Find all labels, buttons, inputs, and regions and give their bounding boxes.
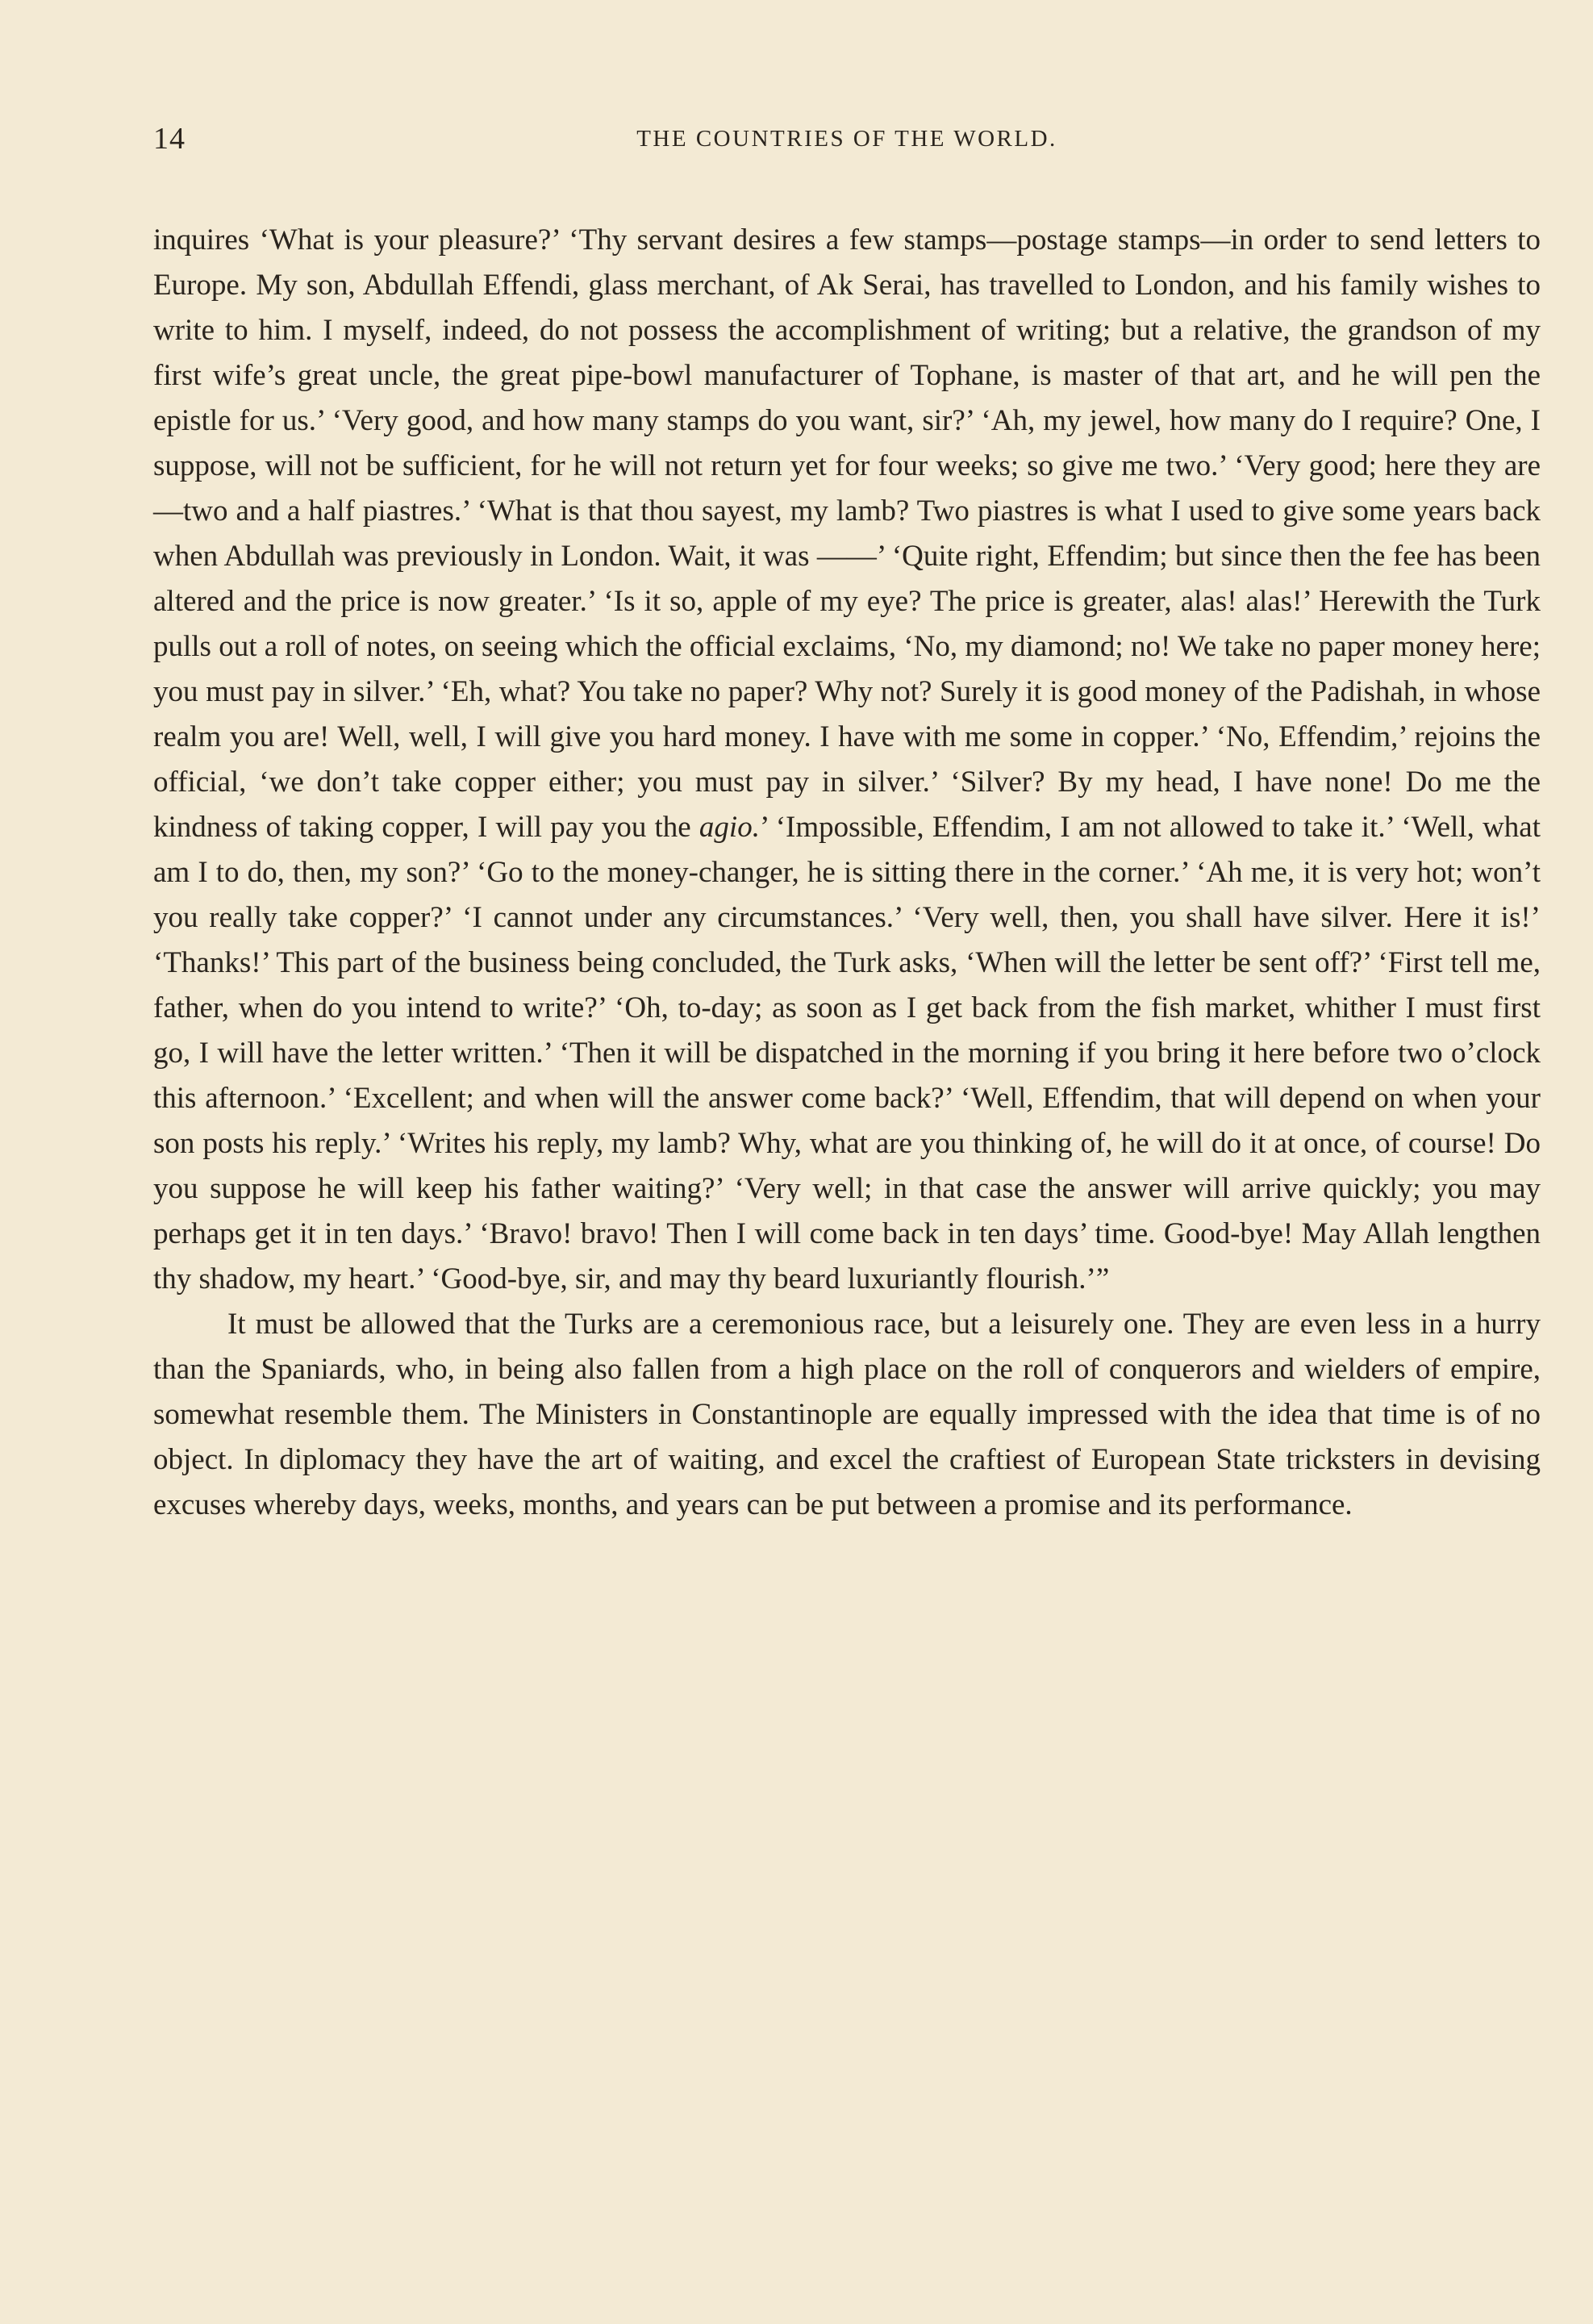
paragraph-commentary: It must be allowed that the Turks are a ceremonious race, but a leisurely one. They are even less in a hurry than the Spaniards, who, in being also fallen from a high place on the roll of conquerors and wielders of empire, somewhat resemble them. The Ministers in Constantinople are equally impressed with the idea that time is of no object. In diplomacy they have the art of waiting, and excel the craftiest of European State tricksters in devising excuses whereby days, weeks, months, and years can be put between a promise and its performance. xyxy=(153,1308,1541,1521)
running-head: THE COUNTRIES OF THE WORLD. xyxy=(636,126,1057,152)
italic-word-agio: agio. xyxy=(699,811,760,844)
page-header xyxy=(153,121,1541,169)
paragraph-dialogue-part-2: ’ ‘Impossible, Effendim, I am not allowed to take it.’ ‘Well, what am I to do, then, my son?’ ‘Go to the money-changer, he is sitting there in the corner.’ ‘Ah me, it is very hot; won’t you really take copper?’ ‘I cannot under any circumstances.’ ‘Very well, then, you shall have silver. Here it is!’ ‘Thanks!’ This part of the business being concluded, the Turk asks, ‘When will the letter be sent off?’ ‘First tell me, father, when do you intend to write?’ ‘Oh, to-day; as soon as I get back from the fish market, whither I must first go, I will have the letter written.’ ‘Then it will be dispatched in the morning if you bring it here before two o’clock this afternoon.’ ‘Excellent; and when will the answer come back?’ ‘Well, Effendim, that will depend on when your son posts his reply.’ ‘Writes his reply, my lamb? Why, what are you thinking of, he will do it at once, of course! Do you suppose he will keep his father waiting?’ ‘Very well; in that case the answer will arrive quickly; you may perhaps get it in ten days.’ ‘Bravo! bravo! Then I will come back in ten days’ time. Good-bye! May Allah lengthen thy shadow, my heart.’ ‘Good-bye, sir, and may thy beard luxuriantly flourish.’” xyxy=(153,811,1541,1296)
page-number: 14 xyxy=(153,122,186,156)
paragraph-dialogue xyxy=(153,218,1541,1302)
book-page xyxy=(153,121,1541,1528)
paragraph-dialogue-part-1: inquires ‘What is your pleasure?’ ‘Thy servant desires a few stamps—postage stamps—in order to send letters to Europe. My son, Abdullah Effendi, glass merchant, of Ak Serai, has travelled to London, and his family wishes to write to him. I myself, indeed, do not possess the accomplishment of writing; but a relative, the grandson of my first wife’s great uncle, the great pipe-bowl manufacturer of Tophane, is master of that art, and he will pen the epistle for us.’ ‘Very good, and how many stamps do you want, sir?’ ‘Ah, my jewel, how many do I require? One, I suppose, will not be sufficient, for he will not return yet for four weeks; so give me two.’ ‘Very good; here they are—two and a half piastres.’ ‘What is that thou sayest, my lamb? Two piastres is what I used to give some years back when Abdullah was previously in London. Wait, it was ——’ ‘Quite right, Effendim; but since then the fee has been altered and the price is now greater.’ ‘Is it so, apple of my eye? The price is greater, alas! alas!’ Herewith the Turk pulls out a roll of notes, on seeing which the official exclaims, ‘No, my diamond; no! We take no paper money here; you must pay in silver.’ ‘Eh, what? You take no paper? Why not? Surely it is good money of the Padishah, in whose realm you are! Well, well, I will give you hard money. I have with me some in copper.’ ‘No, Effendim,’ rejoins the official, ‘we don’t take copper either; you must pay in silver.’ ‘Silver? By my head, I have none! Do me the kindness of taking copper, I will pay you the xyxy=(153,223,1541,844)
body-text xyxy=(153,218,1541,1528)
